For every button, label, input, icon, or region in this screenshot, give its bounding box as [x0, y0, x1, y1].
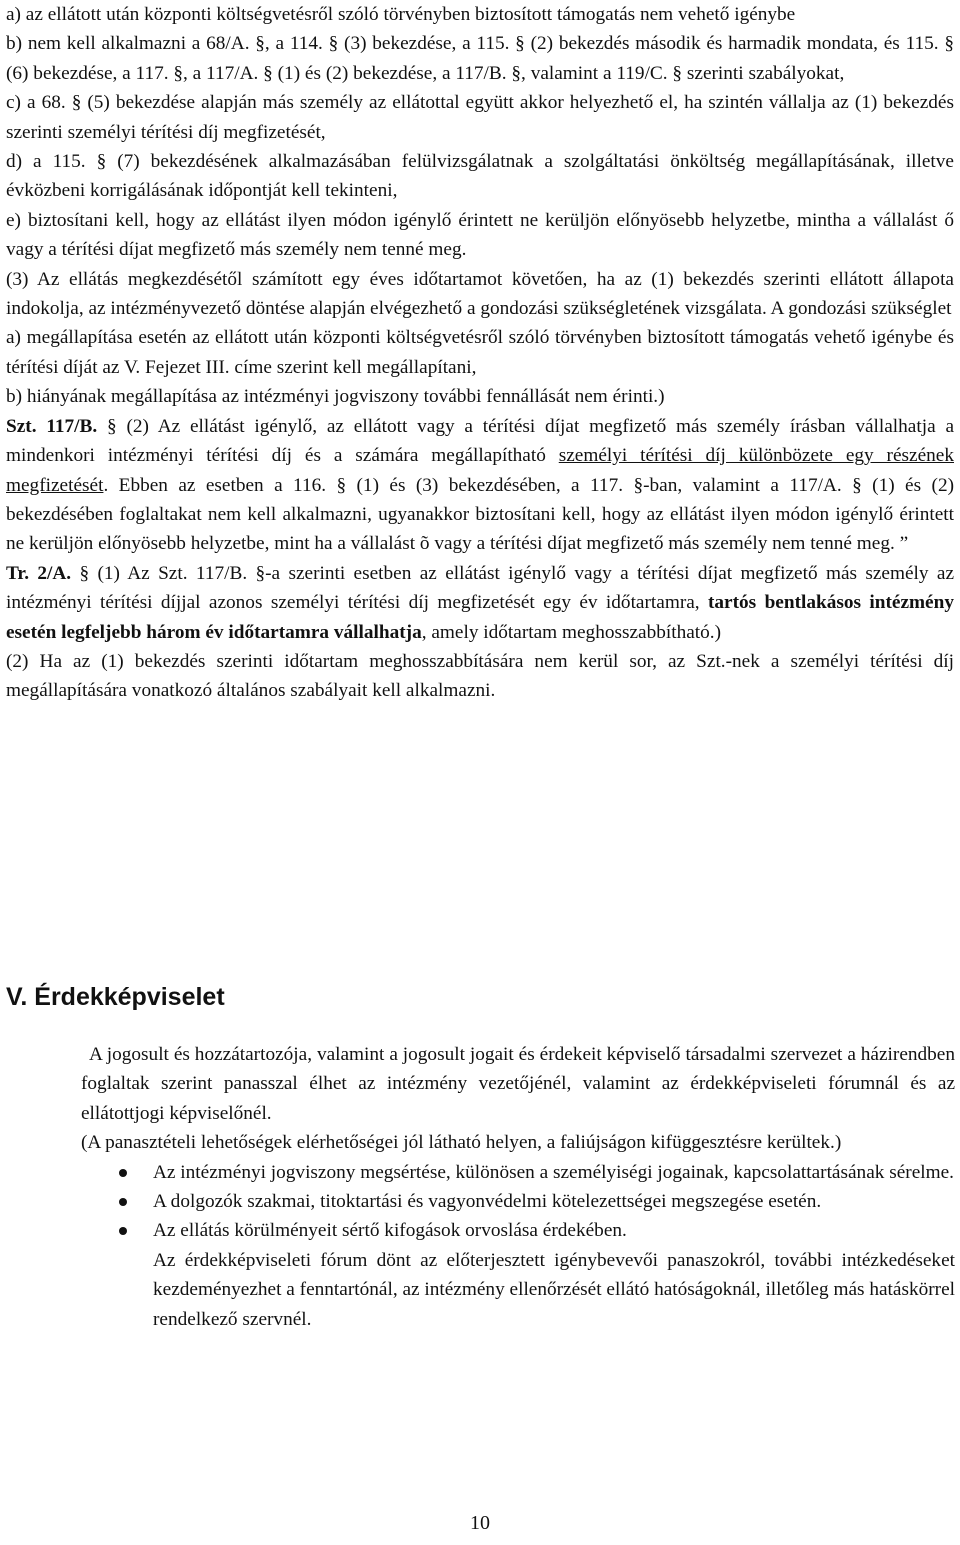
forum-paragraph: Az érdekképviseleti fórum dönt az előterjesztett igénybevevői panaszokról, további intézkedéseket kezdeményezhet a fenntartónál, az intézmény ellenőrzését ellátó hatóságoknál, illetőleg más hatáskörrel rendelkező szervnél.	[153, 1249, 955, 1330]
paragraph-line-c: c) a 68. § (5) bekezdése alapján más személy az ellátottal együtt akkor helyezhető el, ha szintén vállalja az (1) bekezdés szerinti személyi térítési díj megfizetését,	[6, 92, 954, 143]
tr-2a-paragraph	[6, 559, 954, 647]
bullet-list	[81, 1158, 955, 1246]
szt-117b-label: Szt. 117/B.	[6, 415, 98, 437]
tr-2a-text-before: § (1) Az Szt. 117/B. §-a szerinti esetben az ellátást igénylő vagy a térítési díjat megfizető más személy az intézményi térítési díjjal azonos személyi térítési díj megfizetését egy év időtartamra,	[6, 562, 955, 614]
szt-117b-text-after: . Ebben az esetben a 116. § (1) és (3) bekezdésében, a 117. §-ban, valamint a 117/A. § (1) és (2) bekezdésében foglaltakat nem kell alkalmazni, ugyanakkor biztosítani kell, hogy az ellátást ilyen módon igénylő érintett ne kerüljön előnyösebb helyzetbe, mint ha a vállalást õ vagy a térítési díjat megfizető más személy nem tenné meg. ”	[6, 474, 954, 555]
list-item-text: A dolgozók szakmai, titoktartási és vagyonvédelmi kötelezettségei megszegése esetén.	[153, 1191, 822, 1213]
list-item	[81, 1216, 955, 1245]
section-body	[81, 1040, 955, 1334]
szt-117b-text-before: § (2) Az ellátást igénylő, az ellátott vagy a térítési díjat megfizető más személy írásban vállalhatja a mindenkori intézményi térítési díj és a számára megállapítható	[6, 415, 954, 467]
tr-2a-label: Tr. 2/A.	[6, 562, 72, 584]
document-body	[6, 0, 954, 706]
paragraph-3-a: a) megállapítása esetén az ellátott után központi költségvetésről szóló törvényben biztosított támogatás vehető igénybe és térítési díját az V. Fejezet III. címe szerint kell megállapítani,	[6, 327, 954, 378]
bullet-icon	[119, 1227, 127, 1235]
paragraph-line-d: d) a 115. § (7) bekezdésének alkalmazásában felülvizsgálatnak a szolgáltatási önköltség megállapításának, illetve évközbeni korrigálásának időpontját kell tekinteni,	[6, 151, 954, 202]
tr-2a-text-after: , amely időtartam meghosszabbítható.)	[421, 621, 722, 643]
list-item-text: Az intézményi jogviszony megsértése, különösen a személyiségi jogainak, kapcsolattartásának sérelme.	[153, 1161, 954, 1183]
bullet-icon	[119, 1198, 127, 1206]
page-number: 10	[470, 1512, 490, 1534]
section-paragraph-1: A jogosult és hozzátartozója, valamint a jogosult jogait és érdekeit képviselő társadalmi szervezet a házirendben foglaltak szerint panasszal élhet az intézmény vezetőjénél, valamint az érdekképviseleti fórumnál és az ellátottjogi képviselőnél.	[81, 1044, 955, 1124]
list-item	[81, 1158, 955, 1187]
szt-117b-underlined: személyi térítési díj különbözete egy részének megfizetését	[6, 445, 954, 496]
section-paragraph-2: (A panasztételi lehetőségek elérhetőségei jól látható helyen, a faliújságon kifüggesztésre kerültek.)	[81, 1132, 842, 1154]
section-heading: V. Érdekképviselet	[6, 983, 225, 1011]
tr-2a-bold: tartós bentlakásos intézmény esetén legfeljebb három év időtartamra vállalhatja	[6, 592, 954, 643]
paragraph-line-e: e) biztosítani kell, hogy az ellátást ilyen módon igénylő érintett ne kerüljön előnyösebb helyzetbe, mintha a vállalást ő vagy a térítési díjat megfizető más személy nem tenné meg.	[6, 209, 954, 261]
list-item-text: Az ellátás körülményeit sértő kifogások orvoslása érdekében.	[153, 1220, 627, 1242]
paragraph-3: (3) Az ellátás megkezdésétől számított egy éves időtartamot követően, ha az (1) bekezdés szerinti ellátott állapota indokolja, az intézményvezető döntése alapján elvégezhető a gondozási szükségletének vizsgálata. A gondozási szükséglet	[6, 268, 954, 320]
szt-117b-paragraph	[6, 412, 954, 559]
bullet-icon	[119, 1169, 127, 1177]
paragraph-3-b: b) hiányának megállapítása az intézményi jogviszony további fennállását nem érinti.)	[6, 386, 665, 408]
list-item	[81, 1187, 955, 1216]
paragraph-line-b: b) nem kell alkalmazni a 68/A. §, a 114. § (3) bekezdése, a 115. § (2) bekezdés második és harmadik mondata, és 115. § (6) bekezdése, a 117. §, a 117/A. § (1) és (2) bekezdése, a 117/B. §, valamint a 119/C. § szerinti szabályokat,	[6, 33, 954, 84]
paragraph-2: (2) Ha az (1) bekezdés szerinti időtartam meghosszabbítására nem kerül sor, az Szt.-nek a személyi térítési díj megállapítására vonatkozó általános szabályait kell alkalmazni.	[6, 650, 954, 702]
paragraph-line-a: a) az ellátott után központi költségvetésről szóló törvényben biztosított támogatás nem vehető igénybe	[6, 4, 796, 25]
